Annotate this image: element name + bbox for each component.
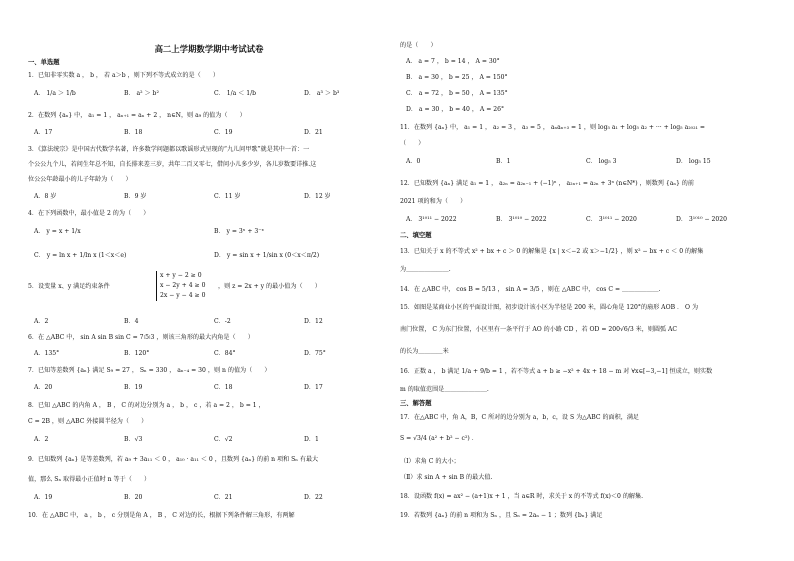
- option-c: C． y = ln x + 1/ln x (1＜x＜e): [34, 252, 127, 259]
- constraint-3: 2x − y − 4 ≥ 0: [160, 292, 206, 299]
- question-18-line-1: 18．设函数 f(x) = ax² − (a+1)x + 1 ，当 a∈R 时，求关于 x 的不等式 f(x)＜0 的解集.: [400, 493, 644, 500]
- option-b: B． y = 3ˣ + 3⁻ˣ: [214, 228, 265, 235]
- question-10-option-c: C． a = 72 ， b = 50 ， A = 135°: [406, 90, 508, 97]
- question-16-line-1: 16．正数 a ， b 满足 1/a + 9/b = 1 ，若不等式 a + b ≥ −x² + 4x + 18 − m 对 ∀x∈[−3,−1] 恒成立，则实数: [400, 368, 713, 375]
- question-9-line-1: 9．已知数列 {aₙ} 是等差数列，若 a₉ + 3a₁₁ ＜ 0 ， a₁₀ · a₁₁ ＜ 0 ，且数列 {aₙ} 的前 n 项和 Sₙ 有最大: [28, 456, 319, 463]
- option-b: B．9 岁: [124, 193, 147, 200]
- option-c: C． 1/a ＜ 1/b: [214, 90, 257, 97]
- option-c: C． log₅ 3: [586, 158, 617, 165]
- option-a: A． y = x + 1/x: [34, 228, 81, 235]
- question-16-line-2: m 的取值范围是＿＿＿＿＿＿＿.: [400, 386, 489, 393]
- option-b: B．4: [124, 318, 139, 325]
- option-d: D．21: [304, 129, 323, 136]
- option-d: D．12 岁: [304, 193, 331, 200]
- question-10-line-2: 的是（ ）: [400, 42, 437, 49]
- option-a: A．135°: [34, 350, 60, 357]
- option-d: D． y = sin x + 1/sin x (0＜x＜π/2): [214, 252, 320, 259]
- question-17-part-2: （Ⅱ）求 sin A + sin B 的最大值.: [400, 474, 493, 481]
- option-a: A． 3¹⁰¹¹ − 2022: [406, 216, 457, 223]
- question-15-line-2: 南门位置， C 为东门位置，小区里有一条平行于 AO 的小路 CD ，若 OD = 200√6/3 米，则圆弧 AC: [400, 326, 678, 333]
- question-12-line-2: 2021 项的和为（ ）: [400, 198, 467, 205]
- question-12-line-1: 12．已知数列 {aₙ} 满足 a₁ = 1 ， a₂ₙ = a₂ₙ₋₁ + (−1)ⁿ ， a₂ₙ₊₁ = a₂ₙ + 3ⁿ (n∈N*) ，则数列 {aₙ} 的前: [400, 180, 694, 187]
- question-13-line-1: 13．已知关于 x 的不等式 x² + bx + c ＞ 0 的解集是 {x | x＜−2 或 x＞−1/2} ，则 x² − bx + c ＜ 0 的解集: [400, 248, 704, 255]
- option-c: C．19: [214, 129, 233, 136]
- question-9-line-2: 值，那么 Sₙ 取得最小正值时 n 等于（ ）: [28, 476, 151, 483]
- question-3-line-1: 3．《算法统宗》是中国古代数学名著，许多数学问题都以歌谣形式呈现的“九儿问甲歌”就是其中一首：一: [28, 146, 310, 153]
- option-b: B． 3¹⁰¹⁰ − 2022: [496, 216, 547, 223]
- question-2-stem: 2．在数列 {aₙ} 中， a₁ = 1 ， aₙ₊₁ = aₙ + 2 ， n∈N，则 a₉ 的值为（ ）: [28, 112, 246, 119]
- option-d: D． a³ ＞ b³: [304, 90, 340, 97]
- option-c: C．11 岁: [214, 193, 241, 200]
- option-a: A．19: [34, 494, 53, 501]
- question-3-line-3: 位公公年龄最小的儿子年龄为（ ）: [28, 176, 132, 183]
- question-11-line-2: （ ）: [400, 140, 425, 147]
- option-c: C．√2: [214, 436, 233, 443]
- constraint-system: [156, 271, 205, 301]
- option-d: D．75°: [304, 350, 326, 357]
- option-d: D．12: [304, 318, 323, 325]
- question-5-tail: ，则 z = 2x + y 的最小值为（ ）: [218, 283, 321, 290]
- option-a: A．2: [34, 318, 49, 325]
- option-d: D． 3¹⁰¹⁰ − 2020: [676, 216, 728, 223]
- option-c: C．-2: [214, 318, 231, 325]
- option-c: C．21: [214, 494, 233, 501]
- question-3-line-2: 个公公九个儿，若问生年总不知，自长排来差三岁，共年二百又零七，借问小儿多少岁，各儿岁数要详推.这: [28, 161, 317, 168]
- question-6-stem: 6．在 △ABC 中， sin A sin B sin C = 7∶5∶3 ，则该三角形的最大内角是（ ）: [28, 334, 254, 341]
- option-d: D．1: [304, 436, 319, 443]
- question-10-line-1: 10．在 △ABC 中， a ， b ， c 分别是角 A ， B ， C 对边的长，根据下列条件解三角形，有两解: [28, 512, 295, 519]
- question-1-stem: 1．已知非零实数 a ， b ， 若 a＞b ，则下列不等式成立的是（ ）: [28, 72, 219, 79]
- question-5-stem: 5．设变量 x、y 满足约束条件: [28, 283, 110, 290]
- question-10-option-b: B． a = 30 ， b = 25 ， A = 150°: [406, 74, 508, 81]
- option-a: A．2: [34, 436, 49, 443]
- option-b: B． a² ＞ b²: [124, 90, 159, 97]
- page-title: 高二上学期数学期中考试试卷: [154, 44, 264, 54]
- question-8-line-2: C = 2B ，则 △ABC 外接圆半径为（ ）: [28, 418, 148, 425]
- option-a: A． 1/a ＞ 1/b: [34, 90, 76, 97]
- option-a: A．8 岁: [34, 193, 57, 200]
- question-10-option-d: D． a = 30 ， b = 40 ， A = 26°: [406, 106, 505, 113]
- section-heading-answer: 三、解答题: [400, 400, 432, 407]
- option-d: D．22: [304, 494, 323, 501]
- option-b: B．20: [124, 494, 143, 501]
- question-17-formula: S = √3/4 (a² + b² − c²) ．: [400, 435, 478, 442]
- option-b: B．1: [496, 158, 511, 165]
- option-b: B．√3: [124, 436, 143, 443]
- option-d: D． log₅ 15: [676, 158, 711, 165]
- option-a: A．20: [34, 384, 53, 391]
- constraint-2: x − 2y + 4 ≥ 0: [160, 282, 206, 289]
- option-b: B．18: [124, 129, 143, 136]
- question-11-line-1: 11．在数列 {aₙ} 中， a₁ = 1 ， a₂ = 3 ， a₃ = 5 ， aₙaₙ₊₃ = 1 ，则 log₅ a₁ + log₅ a₂ + ··· + log₅ a₂₀₂₁ =: [400, 124, 706, 131]
- option-a: A．0: [406, 158, 421, 165]
- question-13-line-2: 为＿＿＿＿＿＿＿.: [400, 266, 451, 273]
- question-14-line-1: 14．在 △ABC 中， cos B = 5/13 ， sin A = 3/5 ，则在 △ABC 中， cos C = ＿＿＿＿＿＿.: [400, 286, 661, 293]
- question-19-line-1: 19．若数列 {aₙ} 的前 n 项和为 Sₙ ，且 Sₙ = 2aₙ − 1 ；数列 {bₙ} 满足: [400, 512, 603, 519]
- constraint-1: x + y − 2 ≥ 0: [160, 272, 202, 279]
- question-17-line-1: 17．在△ABC 中，角 A，B，C 所对的边分别为 a，b，c，设 S 为△ABC 的面积，满足: [400, 414, 640, 421]
- option-c: C．84°: [214, 350, 236, 357]
- question-15-line-3: 的长为＿＿＿＿米: [400, 348, 449, 355]
- question-4-stem: 4．在下列函数中，最小值是 2 的为（ ）: [28, 210, 150, 217]
- option-b: B．19: [124, 384, 143, 391]
- section-heading-single-choice: 一、单选题: [28, 59, 60, 66]
- question-15-line-1: 15．如图是某商业小区的平面设计图，初步设计该小区为半径是 200 米，圆心角是 120°的扇形 AOB ． O 为: [400, 304, 699, 311]
- option-c: C．18: [214, 384, 233, 391]
- question-17-part-1: （Ⅰ）求角 C 的大小；: [400, 458, 460, 465]
- option-d: D．17: [304, 384, 323, 391]
- question-8-line-1: 8．已知 △ABC 的内角 A ， B ， C 的对边分别为 a ， b ， c ，若 a = 2 ， b = 1 ，: [28, 402, 265, 409]
- question-7-stem: 7．已知等差数列 {aₙ} 满足 S₉ = 27 ， Sₙ = 330 ， aₙ₋₄ = 30 ，则 n 的值为（ ）: [28, 367, 271, 374]
- option-b: B．120°: [124, 350, 150, 357]
- section-heading-fill-in: 二、填空题: [400, 232, 432, 239]
- option-c: C． 3¹⁰¹¹ − 2020: [586, 216, 637, 223]
- option-a: A．17: [34, 129, 53, 136]
- question-10-option-a: A． a = 7 ， b = 14 ， A = 30°: [406, 58, 500, 65]
